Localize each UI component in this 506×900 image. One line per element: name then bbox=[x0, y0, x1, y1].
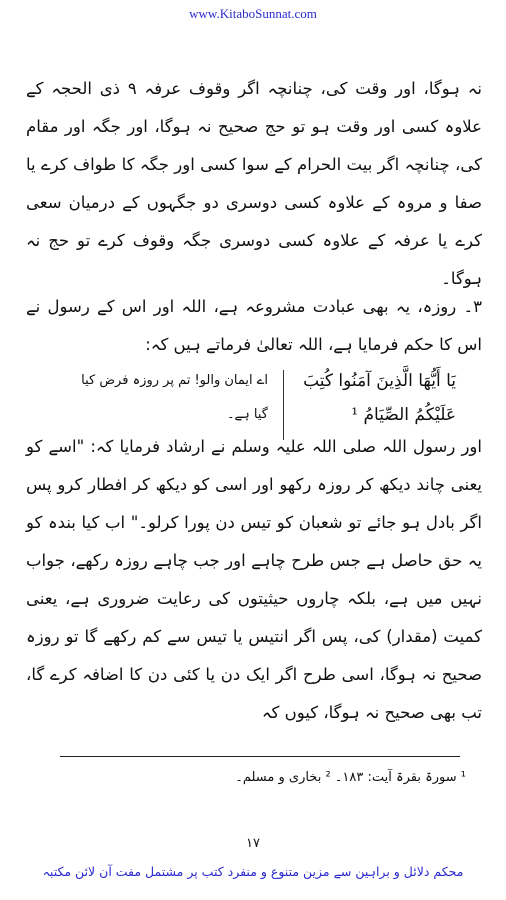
page-number: ١٧ bbox=[246, 836, 260, 851]
body-paragraph-3: اور رسول اللہ صلی اللہ علیہ وسلم نے ارشاد فرمایا کہ: "اسے کو یعنی چاند دیکھ کر روزہ رکھو اور اسی کو دیکھ کر افطار کرو پس اگر بادل ہو جائے تو شعبان کو تیس دن پورا کرلو۔" اب کیا بندہ کو یہ حق حاصل ہے جس طرح چاہے اور جب چاہے روزہ رکھے، جواب نہیں میں ہے، بلکہ چاروں حیثیتوں کی رعایت ضروری ہے، یعنی کمیت (مقدار) کی، پس اگر انتیس یا تیس سے کم رکھے گا تو روزہ صحیح نہ ہوگا، اسی طرح اگر ایک دن یا کئی دن کا اضافہ کرے گا، تب بھی صحیح نہ ہوگا، کیوں کہ bbox=[26, 437, 482, 722]
quran-verse-arabic: يَا أَيُّهَا الَّذِينَ آمَنُوا كُتِبَ عَلَيْكُمُ الصِّيَامُ ¹ bbox=[303, 371, 456, 425]
footer-banner: محکم دلائل و براہین سے مزین متنوع و منفرد کتب پر مشتمل مفت آن لائن مکتبہ bbox=[42, 864, 464, 879]
footnote-divider bbox=[60, 756, 460, 757]
site-url[interactable]: www.KitaboSunnat.com bbox=[189, 6, 317, 21]
footnotes: ¹ سورۃ بقرۃ آیت: ۱۸۳۔ ² بخاری و مسلم۔ bbox=[235, 770, 466, 785]
quran-verse-translation: اے ایمان والو! تم پر روزہ فرض کیا گیا ہے۔ bbox=[81, 373, 268, 422]
body-paragraph-1: نہ ہوگا، اور وقت کی، چنانچہ اگر وقوف عرفہ ۹ ذی الحجہ کے علاوہ کسی اور وقت ہو تو حج صحیح نہ ہوگا، اور جگہ اور مقام کی، چنانچہ اگر بیت الحرام کے سوا کسی اور جگہ کا طواف کرے یا صفا و مروہ کے علاوہ کسی دوسری دو جگہوں کے درمیان سعی کرے یا عرفہ کے علاوہ کسی دوسری جگہ وقوف کرے تو حج نہ ہوگا۔ bbox=[26, 79, 482, 288]
body-paragraph-2: ۳۔ روزہ، یہ بھی عبادت مشروعہ ہے، اللہ اور اس کے رسول نے اس کا حکم فرمایا ہے، اللہ تعالیٰ فرماتے ہیں کہ: bbox=[26, 297, 482, 354]
